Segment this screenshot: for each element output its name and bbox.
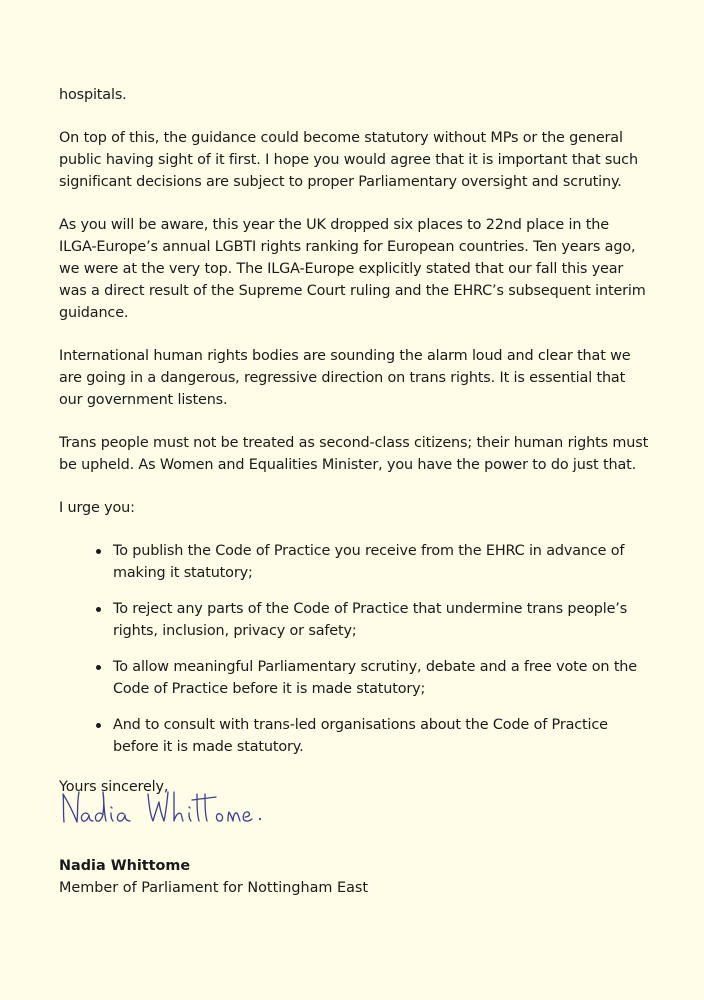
paragraph-human-rights-bodies: International human rights bodies are sounding the alarm loud and clear that we are going in a dangerous, regressive direction on trans rights. It is essential that our government listens. — [59, 348, 631, 408]
paragraph-i-urge-you: I urge you: — [59, 500, 135, 516]
paragraph-hospitals: hospitals. — [59, 87, 127, 103]
bullet-icon — [96, 607, 101, 612]
urge-list — [59, 540, 649, 758]
bullet-icon — [96, 665, 101, 670]
list-item-text: And to consult with trans-led organisations about the Code of Practice before it is made statutory. — [113, 717, 608, 755]
paragraph-second-class-citizens: Trans people must not be treated as second-class citizens; their human rights must be upheld. As Women and Equalities Minister, you have the power to do just that. — [59, 435, 649, 473]
paragraph-ilga-ranking: As you will be aware, this year the UK dropped six places to 22nd place in the ILGA-Europe’s annual LGBTI rights ranking for European countries. Ten years ago, we were at the very top. The ILGA-Europe explicitly stated that our fall this year was a direct result of the Supreme Court ruling and the EHRC’s subsequent interim guidance. — [59, 217, 646, 321]
bullet-icon — [96, 549, 101, 554]
closing-salutation: Yours sincerely, — [59, 779, 169, 795]
list-item-text: To reject any parts of the Code of Practice that undermine trans people’s rights, inclusion, privacy or safety; — [113, 601, 628, 639]
paragraph-statutory-guidance: On top of this, the guidance could become statutory without MPs or the general public having sight of it first. I hope you would agree that it is important that such significant decisions are subject to proper Parliamentary oversight and scrutiny. — [59, 130, 638, 190]
list-item-text: To allow meaningful Parliamentary scrutiny, debate and a free vote on the Code of Practice before it is made statutory; — [113, 659, 637, 697]
list-item — [59, 656, 649, 700]
bullet-icon — [96, 723, 101, 728]
handwritten-signature — [58, 784, 278, 832]
signer-name: Nadia Whittome — [59, 858, 191, 874]
list-item-text: To publish the Code of Practice you receive from the EHRC in advance of making it statutory; — [113, 543, 625, 581]
list-item — [59, 598, 649, 642]
signer-title: Member of Parliament for Nottingham East — [59, 880, 369, 896]
list-item — [59, 540, 649, 584]
list-item — [59, 714, 649, 758]
letter-body — [59, 84, 649, 819]
